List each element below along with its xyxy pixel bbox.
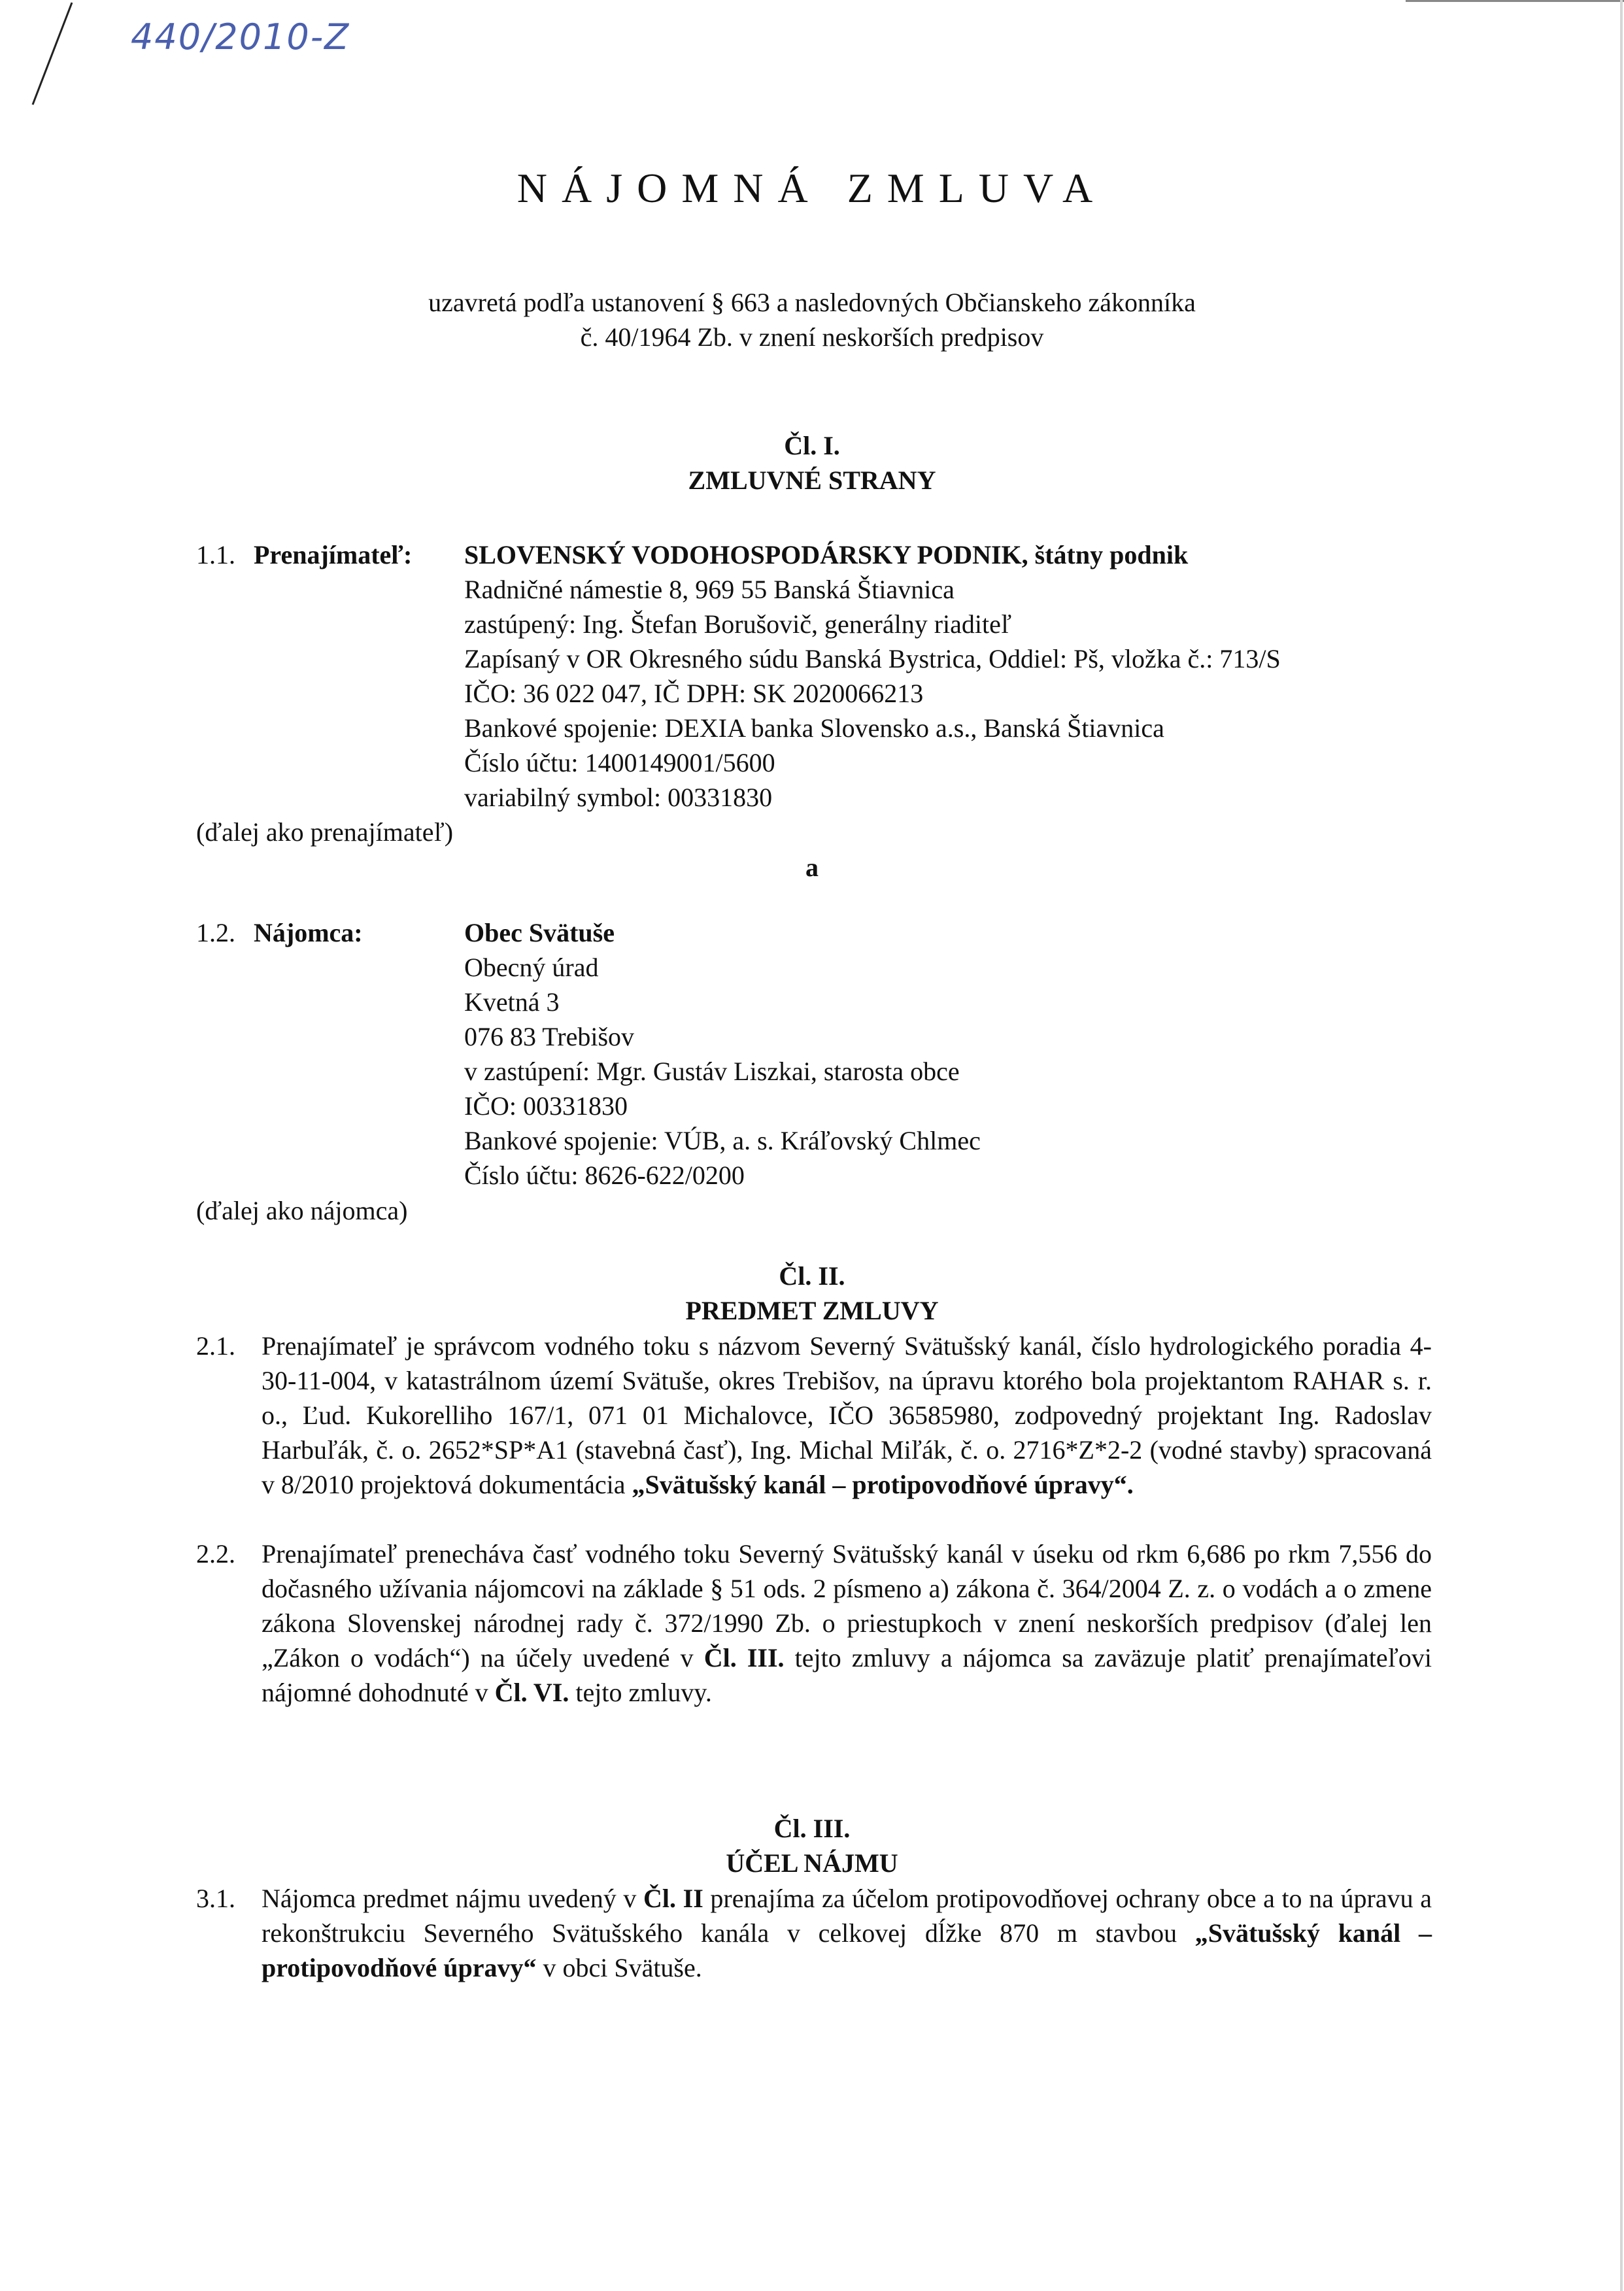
paragraph-2-2-text-c: tejto zmluvy. — [575, 1678, 712, 1707]
paragraph-3-1-text-b: prenajíma za účelom protipovodňovej ochrany obce a to na úpravu a rekonštrukciu Severného Svätušského kanála v celkovej dĺžke 870 m stavbou — [262, 1884, 1432, 1948]
article1-number: Čl. I. — [784, 431, 840, 460]
party2-number: 1.2. — [196, 918, 235, 947]
paragraph-3-1-number: 3.1. — [196, 1884, 235, 1913]
party2-line: v zastúpení: Mgr. Gustáv Liszkai, starosta obce — [464, 1057, 960, 1086]
paragraph-2-2-text-b: tejto zmluvy a nájomca sa zaväzuje platiť prenajímateľovi nájomné dohodnuté v — [262, 1643, 1432, 1707]
paragraph-2-2 — [262, 1536, 1432, 1710]
party2-name: Obec Svätuše — [464, 918, 615, 947]
paragraph-2-2-text-a: Prenajímateľ prenecháva časť vodného toku Severný Svätušský kanál v úseku od rkm 6,686 po rkm 7,556 do dočasného užívania nájomcovi na základe § 51 ods. 2 písmeno a) zákona č. 364/2004 Z. z. o vodách a o zmene zákona Slovenskej národnej rady č. 372/1990 Zb. o priestupkoch v znení neskorších predpisov (ďalej len „Zákon o vodách“) na účely uvedené v — [262, 1539, 1432, 1672]
article-ref-bold: Čl. VI. — [494, 1678, 569, 1707]
paragraph-2-1-text: Prenajímateľ je správcom vodného toku s názvom Severný Svätušský kanál, číslo hydrologického poradia 4-30-11-004, v katastrálnom území Svätuše, okres Trebišov, na úpravu ktorého bola projektantom RAHAR s. r. o., Ľud. Kukorelliho 167/1, 071 01 Michalovce, IČO 36585980, zodpovedný projektant Ing. Radoslav Harbuľák, č. o. 2652*SP*A1 (stavebná časť), Ing. Michal Miľák, č. o. 2716*Z*2-2 (vodné stavby) spracovaná v 8/2010 projektová dokumentácia — [262, 1331, 1432, 1499]
article2-title: PREDMET ZMLUVY — [685, 1296, 939, 1325]
party1-number: 1.1. — [196, 540, 235, 569]
document-subtitle-line1: uzavretá podľa ustanovení § 663 a nasledovných Občianskeho zákonníka — [428, 288, 1196, 317]
party1-line: IČO: 36 022 047, IČ DPH: SK 2020066213 — [464, 679, 924, 708]
handwritten-reference: 440/2010-Z — [131, 16, 350, 58]
scan-edge-line — [1406, 0, 1624, 2]
article3-number: Čl. III. — [773, 1814, 851, 1843]
party2-alias: (ďalej ako nájomca) — [196, 1196, 408, 1225]
article-ref-bold: Čl. II — [643, 1884, 703, 1913]
document-subtitle-line2: č. 40/1964 Zb. v znení neskorších predpisov — [580, 322, 1044, 352]
party1-details — [464, 537, 1445, 815]
party1-name: SLOVENSKÝ VODOHOSPODÁRSKY PODNIK, štátny podnik — [464, 540, 1189, 569]
article2-number: Čl. II. — [779, 1261, 845, 1291]
party1-line: Bankové spojenie: DEXIA banka Slovensko a.s., Banská Štiavnica — [464, 713, 1164, 743]
party1-line: Číslo účtu: 1400149001/5600 — [464, 748, 775, 777]
party1-line: Zapísaný v OR Okresného súdu Banská Bystrica, Oddiel: Pš, vložka č.: 713/S — [464, 644, 1281, 673]
party2-line: 076 83 Trebišov — [464, 1022, 635, 1051]
paragraph-2-1-number: 2.1. — [196, 1331, 235, 1361]
article1-title: ZMLUVNÉ STRANY — [688, 466, 936, 495]
party1-line: Radničné námestie 8, 969 55 Banská Štiavnica — [464, 575, 955, 604]
party1-alias: (ďalej ako prenajímateľ) — [196, 817, 454, 847]
party2-details — [464, 915, 1445, 1193]
party1-line: variabilný symbol: 00331830 — [464, 783, 773, 812]
paragraph-2-2-number: 2.2. — [196, 1539, 235, 1569]
party2-line: Obecný úrad — [464, 953, 599, 982]
paragraph-2-1 — [262, 1329, 1432, 1502]
party2-line: Bankové spojenie: VÚB, a. s. Kráľovský Chlmec — [464, 1126, 981, 1155]
party1-label: Prenajímateľ: — [254, 540, 413, 569]
document-title: NÁJOMNÁ ZMLUVA — [516, 165, 1108, 211]
party2-line: Číslo účtu: 8626-622/0200 — [464, 1161, 745, 1190]
paragraph-3-1 — [262, 1881, 1432, 1985]
project-name-bold: „Svätušský kanál – protipovodňové úpravy“. — [632, 1470, 1134, 1499]
handwritten-slash-mark — [26, 0, 78, 111]
party2-label: Nájomca: — [254, 918, 363, 947]
party2-line: IČO: 00331830 — [464, 1091, 628, 1121]
paragraph-3-1-text-c: v obci Svätuše. — [543, 1953, 702, 1982]
paragraph-3-1-text-a: Nájomca predmet nájmu uvedený v — [262, 1884, 637, 1913]
article-ref-bold: Čl. III. — [703, 1643, 785, 1672]
party1-line: zastúpený: Ing. Štefan Borušovič, generálny riaditeľ — [464, 609, 1012, 639]
conjunction: a — [805, 853, 819, 882]
article3-title: ÚČEL NÁJMU — [726, 1848, 898, 1878]
project-name-bold: „Svätušský kanál – protipovodňové úpravy“ — [262, 1918, 1432, 1982]
party2-line: Kvetná 3 — [464, 987, 560, 1017]
